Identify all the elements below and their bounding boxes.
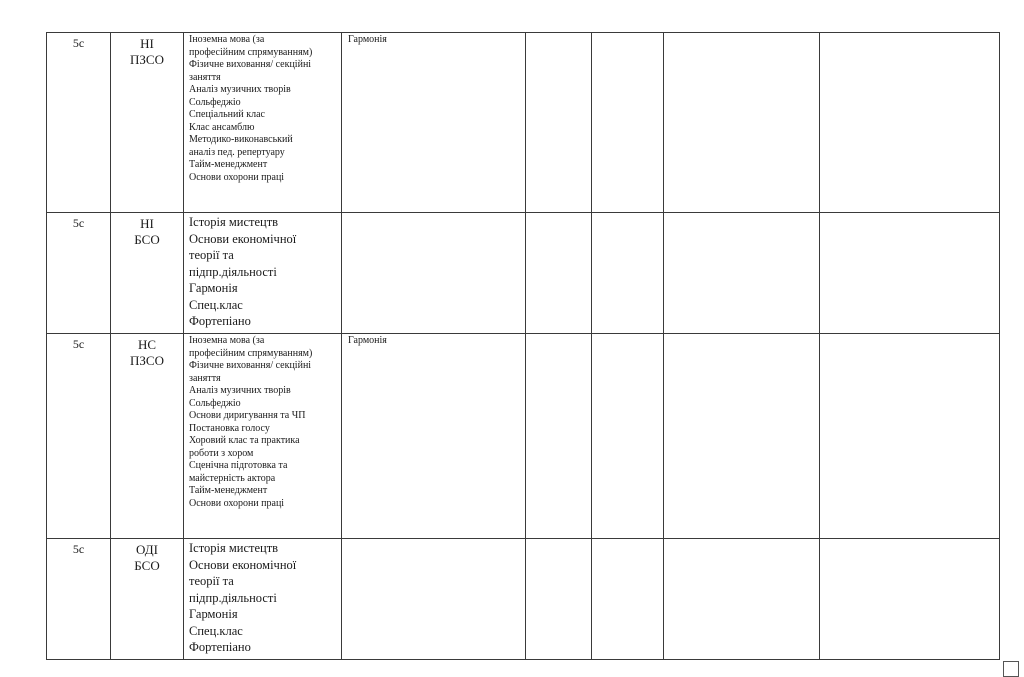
subject-line: Іноземна мова (за [189,335,265,346]
extra-subject-cell: Гармонія [342,33,526,213]
extra-subject-cell: Гармонія [342,334,526,539]
empty-cell [664,33,820,213]
subject-line: Тайм-менеджмент [189,485,268,496]
subject-line: Основи охорони праці [189,171,285,183]
group-cell [111,33,184,213]
extra-subject-cell [342,539,526,660]
group-code: НІ [140,36,154,51]
subject-line: Аналіз музичних творів [189,84,291,95]
table-row [47,213,1000,334]
empty-cell [820,33,1000,213]
subject-line: професійним спрямуванням) [189,46,313,58]
subject-line: Фортепіано [189,640,251,654]
subject-line: заняття [189,71,221,83]
group-code: ОДІ [136,542,158,557]
empty-cell [592,334,664,539]
schedule-table [46,32,1000,660]
subject-line: майстерність актора [189,472,276,484]
empty-cell [526,334,592,539]
subjects-cell [184,213,342,334]
subject-line: Історія мистецтв [189,215,279,229]
subject-line: Фортепіано [189,314,251,328]
group-code: НІ [140,216,154,231]
subject-line: Спец.клас [189,623,243,638]
subject-line: професійним спрямуванням) [189,347,313,359]
group-cell [111,334,184,539]
course-cell: 5с [47,539,111,660]
subject-line: Спеціальний клас [189,109,265,120]
subject-line: Аналіз музичних творів [189,385,291,396]
subject-line: Постановка голосу [189,422,270,434]
course-cell: 5с [47,33,111,213]
subject-line: Гармонія [189,607,238,621]
empty-cell [664,539,820,660]
subject-line: підпр.діяльності [189,264,277,279]
subject-line: Тайм-менеджмент [189,159,268,170]
subject-line: Спец.клас [189,297,243,312]
extra-subject-cell [342,213,526,334]
subject-line: теорії та [189,574,234,588]
empty-cell [820,334,1000,539]
empty-cell [664,213,820,334]
subject-line: підпр.діяльності [189,590,277,605]
subject-line: Гармонія [189,281,238,295]
subject-line: Фізичне виховання/ секційні [189,59,312,70]
page-corner-marker [1003,661,1019,677]
subject-line: Історія мистецтв [189,541,279,555]
table-row [47,539,1000,660]
empty-cell [664,334,820,539]
education-base: ПЗСО [130,52,164,67]
subject-line: Основи охорони праці [189,497,285,509]
subjects-cell [184,33,342,213]
course-cell: 5с [47,213,111,334]
empty-cell [526,539,592,660]
education-base: БСО [134,232,160,247]
subjects-cell [184,539,342,660]
empty-cell [820,539,1000,660]
group-cell [111,539,184,660]
table-row [47,334,1000,539]
subject-line: роботи з хором [189,447,254,459]
subject-line: Фізичне виховання/ секційні [189,360,312,371]
education-base: БСО [134,558,160,573]
course-cell: 5с [47,334,111,539]
empty-cell [820,213,1000,334]
empty-cell [592,33,664,213]
empty-cell [592,213,664,334]
subject-line: Сольфеджіо [189,96,241,108]
subject-line: теорії та [189,248,234,262]
subject-line: Клас ансамблю [189,121,255,133]
subjects-cell [184,334,342,539]
subject-line: Методико-виконавський [189,134,293,145]
empty-cell [526,33,592,213]
subject-line: Хоровий клас та практика [189,435,300,446]
subject-line: Сценічна підготовка та [189,460,288,471]
subject-line: Сольфеджіо [189,397,241,409]
table-row [47,33,1000,213]
education-base: ПЗСО [130,353,164,368]
group-cell [111,213,184,334]
group-code: НС [137,337,157,352]
empty-cell [592,539,664,660]
subject-line: Основи економічної [189,557,297,572]
subject-line: Основи диригування та ЧП [189,410,306,421]
subject-line: аналіз пед. репертуару [189,146,285,158]
subject-line: Іноземна мова (за [189,34,265,45]
empty-cell [526,213,592,334]
subject-line: заняття [189,372,221,384]
subject-line: Основи економічної [189,231,297,246]
